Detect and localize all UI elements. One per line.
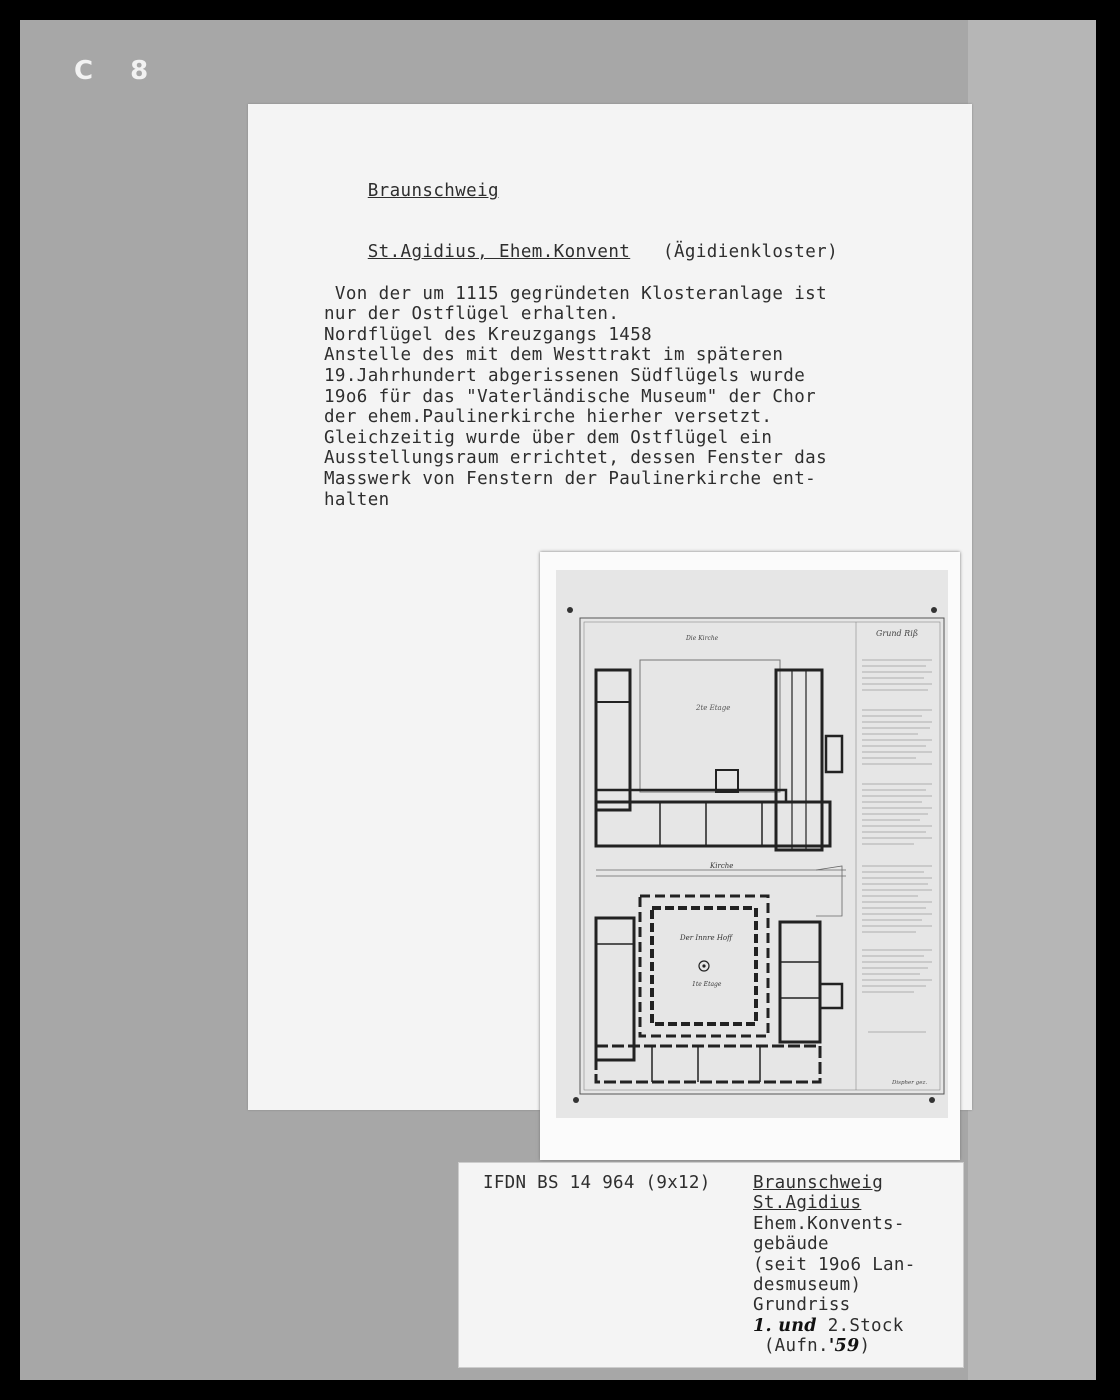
plan-court-title: Der Innre Hoff — [680, 934, 733, 942]
caption-aufn-suffix: ) — [859, 1336, 871, 1357]
floor-plan-drawing — [556, 570, 948, 1118]
floor-plan-plate — [556, 570, 948, 1118]
caption-city: Braunschweig — [753, 1173, 884, 1193]
body-line: nur der Ostflügel erhalten. — [324, 304, 620, 325]
caption-hand-floors: 1. und — [753, 1315, 817, 1336]
body-line: Von der um 1115 gegründeten Klosteranlage ist — [324, 283, 828, 304]
body-line: 19o6 für das "Vaterländische Museum" der Chor — [324, 386, 817, 407]
caption-id: IFDN BS 14 964 (9x12) — [483, 1173, 711, 1193]
plan-court-sub: 1te Etage — [692, 981, 722, 988]
caption-lines — [753, 1173, 916, 1357]
body-line: Nordflügel des Kreuzgangs 1458 — [324, 324, 653, 345]
body-line: Anstelle des mit dem Westtrakt im späteren — [324, 345, 784, 366]
card-text — [324, 160, 924, 510]
plan-top-label: Die Kirche — [686, 635, 719, 642]
body-line: Ausstellungsraum errichtet, dessen Fenster das — [324, 448, 828, 469]
body-line: halten — [324, 489, 390, 510]
body-line: Masswerk von Fenstern der Paulinerkirche ent- — [324, 468, 817, 489]
caption-line: Ehem.Konvents- — [753, 1213, 905, 1234]
body-line: der ehem.Paulinerkirche hierher versetzt. — [324, 407, 773, 428]
plan-legend-title: Grund Riß — [876, 629, 919, 638]
archive-code: C 8 — [74, 56, 163, 86]
caption-aufn-prefix: (Aufn. — [763, 1336, 829, 1357]
caption-hand-year: '59 — [828, 1336, 860, 1357]
caption-line: gebäude — [753, 1234, 829, 1255]
caption-floor: 2.Stock — [827, 1315, 904, 1336]
caption-object: St.Agidius — [753, 1193, 862, 1214]
heading-object: St.Agidius, Ehem.Konvent — [367, 242, 631, 263]
body-line: 19.Jahrhundert abgerissenen Südflügels wurde — [324, 365, 806, 386]
plan-middle-label: Kirche — [710, 862, 734, 870]
caption-line: Grundriss — [753, 1295, 851, 1316]
floor-plan-photo — [540, 552, 960, 1160]
heading-city: Braunschweig — [367, 180, 499, 201]
plan-upper-title: 2te Etage — [696, 704, 731, 712]
plan-signature: Dispher gez. — [892, 1080, 928, 1086]
mount-board-edge — [968, 20, 1096, 1380]
caption-line: desmuseum) — [753, 1275, 862, 1296]
body-line: Gleichzeitig wurde über dem Ostflügel ein — [324, 427, 773, 448]
heading-note: (Ägidienkloster) — [663, 242, 839, 263]
caption-line: (seit 19o6 Lan- — [753, 1254, 916, 1275]
caption-label — [458, 1162, 964, 1368]
